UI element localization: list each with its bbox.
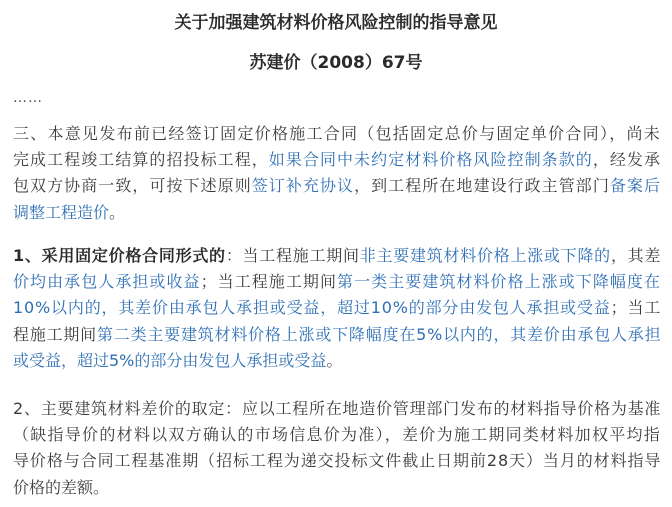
body-text: ，其差: [610, 246, 662, 265]
highlighted-text: 第一类主要建筑材料价格上涨或下降幅度在: [337, 272, 662, 292]
text-line: [13, 121, 661, 147]
highlighted-text: 或受益，超过5%的部分由发包人承担或受益: [13, 350, 327, 370]
paragraph-article-3: [13, 121, 661, 226]
body-text: （缺指导价的材料以双方确认的市场信息价为准），差价为施工期同类材料加权平均指: [13, 425, 661, 445]
body-text: 。: [326, 350, 343, 370]
omission-ellipsis: ……: [13, 90, 43, 106]
text-line: [13, 173, 661, 199]
text-line: [13, 348, 661, 374]
body-text: 程施工期间: [13, 324, 97, 344]
body-text: 价格的差额。: [13, 477, 110, 497]
text-line: [13, 396, 661, 422]
body-text: ：当工程施工期间: [225, 246, 360, 265]
highlighted-text: 如果合同中未约定材料价格风险控制条款的: [268, 150, 593, 170]
body-text: ，到工程所在地建设行政主管部门: [354, 176, 610, 196]
body-text: 三、本意见发布前已经签订固定价格施工合同（包括固定总价与固定单价合同），尚未: [13, 124, 661, 143]
body-text: 导价格与合同工程基准期（招标工程为递交投标文件截止日期前28天）当月的材料指导: [13, 451, 662, 471]
bold-heading-text: 1、采用固定价格合同形式的: [13, 246, 226, 265]
body-text: 包双方协商一致，可按下述原则: [13, 176, 252, 196]
text-line: [13, 422, 661, 448]
body-text: ；当工程施工期间: [200, 272, 338, 292]
highlighted-text: 调整工程造价: [13, 202, 110, 222]
highlighted-text: 10%以内的，其差价由承包人承担或受益，超过10%的部分由发包人承担或受益: [13, 298, 611, 318]
text-line: [13, 295, 661, 321]
highlighted-text: 非主要建筑材料价格上涨或下降的: [359, 246, 611, 265]
document-title: 关于加强建筑材料价格风险控制的指导意见: [174, 13, 498, 33]
text-line: [13, 322, 661, 348]
body-text: 完成工程竣工结算的招投标工程，: [13, 150, 269, 170]
highlighted-text: 价均由承包人承担或收益: [13, 272, 201, 292]
highlighted-text: 第二类主要建筑材料价格上涨或下降幅度在5%以内的，其差价由承包人承担: [96, 324, 662, 344]
paragraph-price-difference: [13, 396, 661, 501]
body-text: ，经发承: [592, 150, 662, 170]
highlighted-text: 签订补充协议: [251, 176, 355, 196]
highlighted-text: 备案后: [609, 176, 662, 196]
text-line: [13, 200, 661, 226]
text-line: [13, 269, 661, 295]
text-line: [13, 243, 661, 269]
text-line: [13, 147, 661, 173]
body-text: 2、主要建筑材料差价的取定：应以工程所在地造价管理部门发布的材料指导价格为基准: [13, 399, 662, 418]
text-line: [13, 475, 661, 501]
body-text: ；当工: [610, 298, 662, 318]
text-line: [13, 448, 661, 474]
body-text: 。: [109, 202, 126, 222]
paragraph-fixed-price-contract: [13, 243, 661, 374]
document-number: 苏建价（2008）67号: [249, 53, 423, 73]
